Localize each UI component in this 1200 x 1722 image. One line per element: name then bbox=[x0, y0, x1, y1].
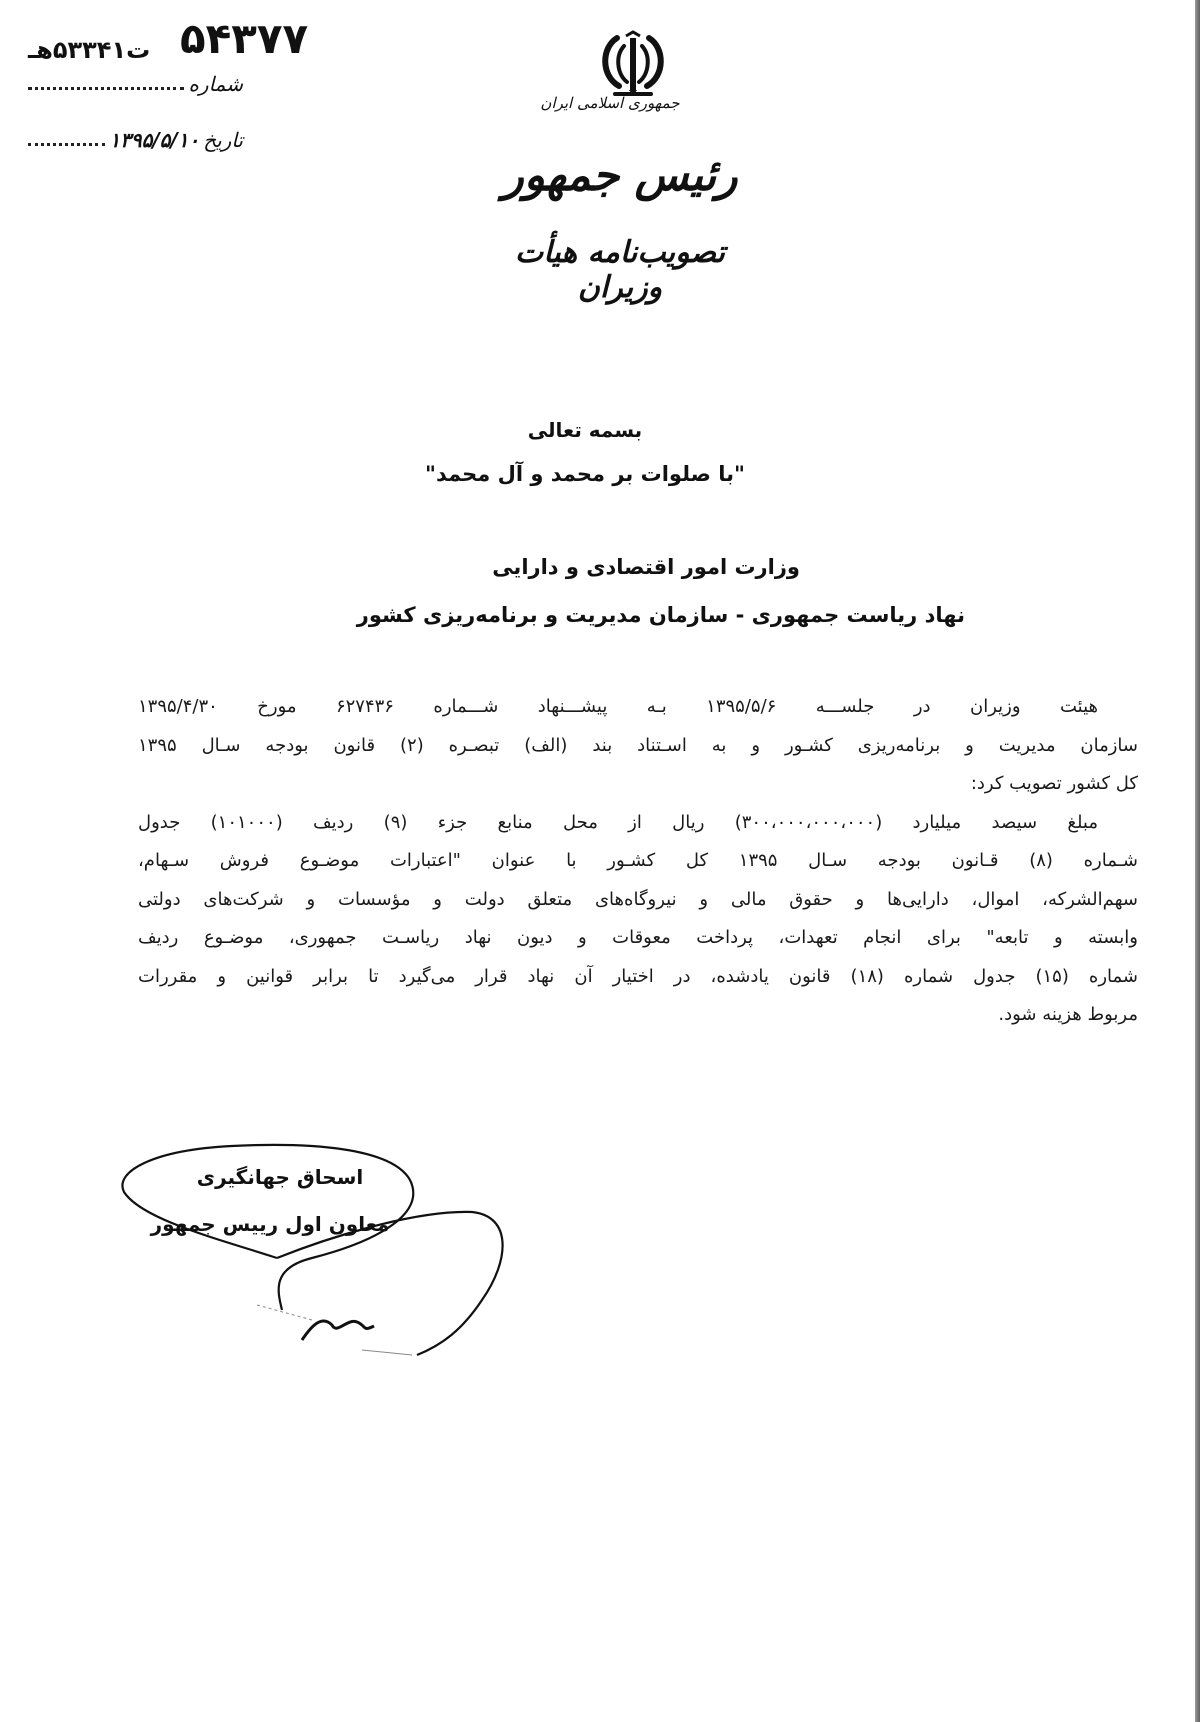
date-dotted-line bbox=[28, 135, 105, 146]
iran-emblem-icon bbox=[595, 30, 671, 100]
document-type: تصویب‌نامه هیأت وزیران bbox=[514, 235, 725, 305]
body-line: مبلغ سیصد میلیارد (۳۰۰،۰۰۰،۰۰۰،۰۰۰) ریال از محل منابع جزء (۹) ردیف (۱۰۱۰۰۰) جدول bbox=[138, 811, 1098, 833]
body-line: کل کشور تصویب کرد: bbox=[970, 773, 1138, 794]
reference-sub-number: ت۵۳۳۴۱هـ bbox=[28, 36, 151, 64]
body-line: سازمان مدیریت و برنامه‌ریزی کشـور و به اسـتناد بند (الف) تبصـره (۲) قانون بودجه سـال ۱۳۹۵ bbox=[138, 734, 1138, 756]
office-title: رئیس جمهور bbox=[502, 150, 738, 201]
body-line: سهم‌الشرکه، اموال، دارایی‌ها و حقوق مالی و نیروگاه‌های متعلق دولت و مؤسسات و شرکت‌های دولتی bbox=[138, 888, 1138, 910]
body-line: وابسته و تابعه" برای انجام تعهدات، پرداخت معوقات و دیون نهاد ریاسـت جمهوری، موضـوع ردیف bbox=[138, 927, 1138, 948]
decree-body bbox=[138, 688, 1138, 1035]
date-label: تاریخ bbox=[203, 128, 243, 152]
number-field bbox=[28, 72, 243, 96]
body-line: مربوط هزینه شود. bbox=[998, 1004, 1138, 1025]
date-value: ۱۳۹۵/۵/۱۰ bbox=[109, 128, 200, 152]
date-field bbox=[28, 128, 243, 152]
body-line: شـماره (۸) قـانون بودجه سـال ۱۳۹۵ کل کشـور با عنوان "اعتبارات موضـوع فروش سـهام، bbox=[138, 850, 1138, 871]
recipient-ministry: وزارت امور اقتصادی و دارایی bbox=[492, 555, 800, 579]
signer-name: اسحاق جهانگیری bbox=[196, 1165, 364, 1189]
page-right-border bbox=[1195, 0, 1200, 1722]
salawat-line: "با صلوات بر محمد و آل محمد" bbox=[425, 462, 745, 486]
country-name: جمهوری اسلامی ایران bbox=[540, 94, 680, 112]
number-label: شماره bbox=[188, 72, 243, 96]
recipient-presidential-office: نهاد ریاست جمهوری - سازمان مدیریت و برنامه‌ریزی کشور bbox=[356, 603, 965, 627]
body-line: هیئت وزیران در جلســـه ۱۳۹۵/۵/۶ بـه پیشـــنهاد شـــماره ۶۲۷۴۳۶ مورخ ۱۳۹۵/۴/۳۰ bbox=[138, 696, 1098, 717]
number-dotted-line bbox=[28, 79, 184, 90]
reference-number: ۵۴۳۷۷ bbox=[180, 14, 309, 63]
body-line: شماره (۱۵) جدول شماره (۱۸) قانون یادشده، در اختیار آن نهاد قرار می‌گیرد تا برابر قوانین و مقررات bbox=[138, 965, 1139, 987]
invocation: بسمه تعالی bbox=[527, 418, 643, 442]
signer-title: معاون اول رییس جمهور bbox=[150, 1212, 390, 1236]
